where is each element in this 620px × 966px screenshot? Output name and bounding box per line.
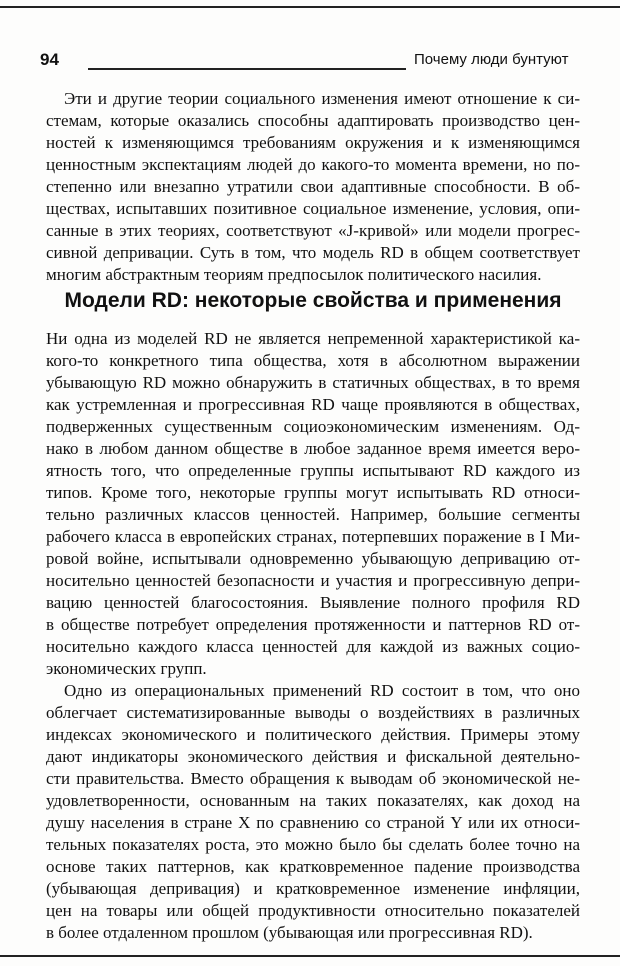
text-line: степенно или внезапно утратили свои адаптивные способности. В об- xyxy=(46,177,580,196)
running-title: Почему люди бунтуют xyxy=(414,51,569,68)
text-line: стемам, которые оказались способны адаптировать производство цен- xyxy=(46,111,580,130)
text-line: ценностным экспектациям людей до какого-то момента времени, но по- xyxy=(46,155,580,174)
text-line: индексах экономического и политического действия. Примеры этому xyxy=(46,725,580,744)
section-heading: Модели RD: некоторые свойства и применения xyxy=(64,289,562,312)
header-rule xyxy=(88,68,406,70)
paragraph-2 xyxy=(46,328,580,680)
text-line: цен на товары или общей продуктивности относительно показателей xyxy=(46,901,580,920)
text-line: носительно ценностей безопасности и участия и прогрессивную депри- xyxy=(46,571,580,590)
text-line: тельно различных классов ценностей. Например, большие сегменты xyxy=(46,505,580,524)
text-line: ществах, испытавших позитивное социальное изменение, условия, опи- xyxy=(46,199,580,218)
text-line: душу населения в стране X по сравнению со страной Y или их относи- xyxy=(46,813,580,832)
text-line: основе таких паттернов, как кратковременное падение производства xyxy=(46,857,580,876)
text-line: облегчает систематизированные выводы о воздействиях в различных xyxy=(46,703,580,722)
text-line: ровой войне, испытывали одновременно убывающую депривацию от- xyxy=(46,549,580,568)
paragraph-1 xyxy=(46,88,580,286)
text-line: санные в этих теориях, соответствуют «J-кривой» или модели прогрес- xyxy=(46,221,580,240)
text-line: Ни одна из моделей RD не является непременной характеристикой ка- xyxy=(46,329,580,348)
top-page-rule xyxy=(0,6,620,8)
text-line: кого-то конкретного типа общества, хотя в абсолютном выражении xyxy=(46,351,580,370)
text-line: рабочего класса в европейских странах, потерпевших поражение в I Ми- xyxy=(46,527,580,546)
paragraph-3 xyxy=(46,680,580,944)
bottom-page-rule xyxy=(0,955,620,957)
text-line: (убывающая депривация) и кратковременное изменение инфляции, xyxy=(46,879,580,898)
text-line: носительно каждого класса ценностей для каждой из важных социо- xyxy=(46,637,580,656)
text-line: подверженных существенным социоэкономическим изменениям. Од- xyxy=(46,417,580,436)
text-line: нако в любом данном обществе в любое заданное время имеется веро- xyxy=(46,439,580,458)
text-line: вацию ценностей благосостояния. Выявление полного профиля RD xyxy=(46,593,580,612)
text-line: дают индикаторы экономического действия и фискальной деятельно- xyxy=(46,747,580,766)
text-line: Эти и другие теории социального изменения имеют отношение к си- xyxy=(64,89,580,108)
text-line: удовлетворенности, основанным на таких показателях, как доход на xyxy=(46,791,580,810)
page-number: 94 xyxy=(40,50,59,69)
text-line: сти правительства. Вместо обращения к выводам об экономической не- xyxy=(46,769,580,788)
text-line: ятность того, что определенные группы испытывают RD каждого из xyxy=(46,461,580,480)
text-line: в более отдаленном прошлом (убывающая или прогрессивная RD). xyxy=(46,923,533,942)
text-line: экономических групп. xyxy=(46,659,207,678)
text-line: в обществе потребует определения протяженности и паттернов RD от- xyxy=(46,615,580,634)
text-line: сивной депривации. Суть в том, что модель RD в общем соответствует xyxy=(46,243,580,262)
text-line: ностей к изменяющимся требованиям окружения и к изменяющимся xyxy=(46,133,580,152)
text-line: убывающую RD можно обнаружить в статичных обществах, в то время xyxy=(46,373,580,392)
text-line: как устремленная и прогрессивная RD чаще проявляются в обществах, xyxy=(46,395,580,414)
text-line: Одно из операциональных применений RD состоит в том, что оно xyxy=(64,681,580,700)
text-line: типов. Кроме того, некоторые группы могут испытывать RD относи- xyxy=(46,483,580,502)
text-line: тельных показателях роста, это можно было бы сделать более точно на xyxy=(46,835,580,854)
text-line: многим абстрактным теориям предпосылок политического насилия. xyxy=(46,265,542,284)
